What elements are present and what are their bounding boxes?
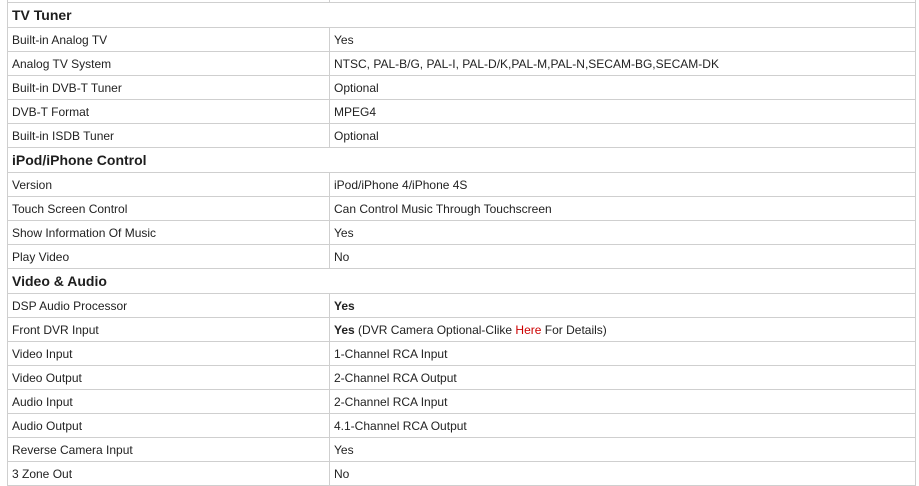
- table-row: [8, 294, 916, 318]
- section-header-ipod-iphone-control: [8, 148, 916, 173]
- table-row: [8, 197, 916, 221]
- spec-value: 1-Channel RCA Input: [330, 342, 916, 366]
- section-title: TV Tuner: [8, 3, 916, 28]
- spec-label: Audio Output: [8, 414, 330, 438]
- spec-label: Version: [8, 173, 330, 197]
- spec-label: Built-in Analog TV: [8, 28, 330, 52]
- table-row: [8, 100, 916, 124]
- table-row: [8, 173, 916, 197]
- spec-label: Video Output: [8, 366, 330, 390]
- spec-label: Audio Input: [8, 390, 330, 414]
- spec-value: No: [330, 462, 916, 486]
- spec-label: Built-in DVB-T Tuner: [8, 76, 330, 100]
- table-row: [8, 52, 916, 76]
- spec-value: NTSC, PAL-B/G, PAL-I, PAL-D/K,PAL-M,PAL-N,SECAM-BG,SECAM-DK: [330, 52, 916, 76]
- section-title: iPod/iPhone Control: [8, 148, 916, 173]
- section-title: Video & Audio: [8, 269, 916, 294]
- table-row: [8, 124, 916, 148]
- table-row: [8, 438, 916, 462]
- spec-label: Built-in ISDB Tuner: [8, 124, 330, 148]
- spec-value: Yes: [330, 28, 916, 52]
- spec-value: 2-Channel RCA Input: [330, 390, 916, 414]
- spec-label: Reverse Camera Input: [8, 438, 330, 462]
- section-header-tv-tuner: [8, 3, 916, 28]
- spec-value: MPEG4: [330, 100, 916, 124]
- table-row: [8, 342, 916, 366]
- table-row: [8, 462, 916, 486]
- table-row: [8, 76, 916, 100]
- spec-value: Yes: [330, 438, 916, 462]
- spec-value-note-end: For Details): [541, 322, 607, 337]
- spec-label: Analog TV System: [8, 52, 330, 76]
- spec-label: Show Information Of Music: [8, 221, 330, 245]
- spec-value: Can Control Music Through Touchscreen: [330, 197, 916, 221]
- spec-label: Play Video: [8, 245, 330, 269]
- spec-value: Yes: [330, 221, 916, 245]
- spec-value-note: (DVR Camera Optional-Clike: [354, 322, 516, 337]
- spec-value: Optional: [330, 76, 916, 100]
- table-row: [8, 245, 916, 269]
- spec-value-bold: Yes: [334, 322, 355, 337]
- table-row: [8, 414, 916, 438]
- spec-value: 2-Channel RCA Output: [330, 366, 916, 390]
- details-link[interactable]: Here: [515, 322, 542, 337]
- spec-label: Front DVR Input: [8, 318, 330, 342]
- spec-value: [330, 318, 916, 342]
- spec-value: Yes: [330, 294, 916, 318]
- table-row: [8, 318, 916, 342]
- spec-value: No: [330, 245, 916, 269]
- spec-label: 3 Zone Out: [8, 462, 330, 486]
- spec-label: DSP Audio Processor: [8, 294, 330, 318]
- table-row: [8, 221, 916, 245]
- table-row: [8, 28, 916, 52]
- spec-value: iPod/iPhone 4/iPhone 4S: [330, 173, 916, 197]
- spec-label: Touch Screen Control: [8, 197, 330, 221]
- spec-label: DVB-T Format: [8, 100, 330, 124]
- spec-label: Video Input: [8, 342, 330, 366]
- table-row: [8, 366, 916, 390]
- section-header-video-audio: [8, 269, 916, 294]
- spec-value: Optional: [330, 124, 916, 148]
- specifications-table: [7, 0, 916, 486]
- table-row: [8, 390, 916, 414]
- spec-value: 4.1-Channel RCA Output: [330, 414, 916, 438]
